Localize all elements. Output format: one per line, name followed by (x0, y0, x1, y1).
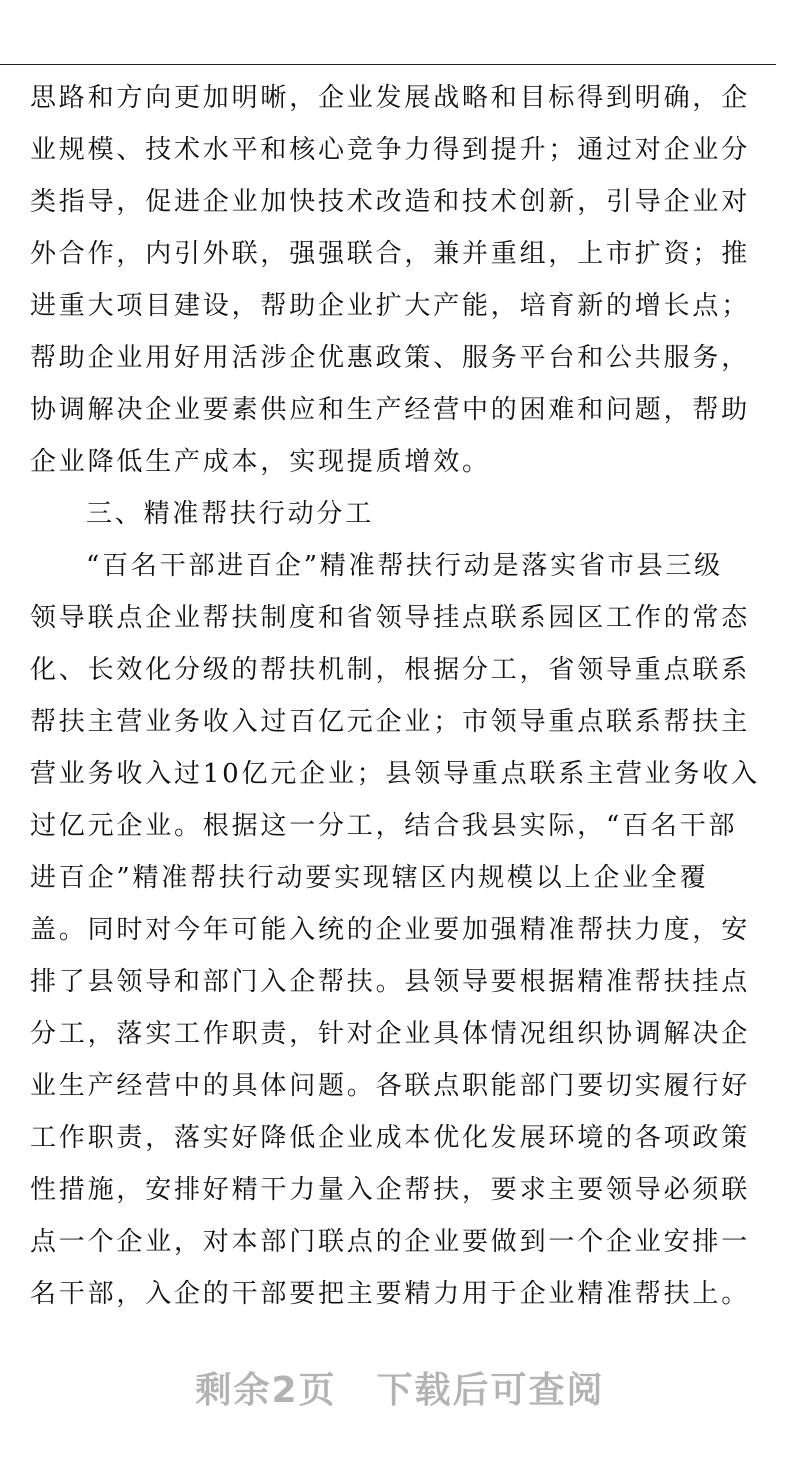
paragraph-line: 帮扶主营业务收入过百亿元企业；市领导重点联系帮扶主 (30, 707, 751, 737)
paragraph-line: 化、长效化分级的帮扶机制，根据分工，省领导重点联系 (30, 655, 751, 685)
paragraph-line: 协调解决企业要素供应和生产经营中的困难和问题，帮助 (30, 395, 751, 425)
paragraph-line: 营业务收入过10亿元企业；县领导重点联系主营业务收入 (30, 759, 760, 789)
paragraph-line: 盖。同时对今年可能入统的企业要加强精准帮扶力度，安 (30, 915, 751, 945)
paragraph-line: 性措施，安排好精干力量入企帮扶，要求主要领导必须联 (30, 1175, 751, 1205)
paragraph-line: 帮助企业用好用活涉企优惠政策、服务平台和公共服务， (30, 343, 751, 373)
paragraph-line: 思路和方向更加明晰，企业发展战略和目标得到明确，企 (30, 83, 751, 113)
remaining-pages-label: 剩余2页 (195, 1370, 337, 1411)
download-to-view-label: 下载后可查阅 (376, 1370, 605, 1411)
paragraph-line: 工作职责，落实好降低企业成本优化发展环境的各项政策 (30, 1123, 751, 1153)
paragraph-line: 业生产经营中的具体问题。各联点职能部门要切实履行好 (30, 1071, 751, 1101)
paragraph-line: 进重大项目建设，帮助企业扩大产能，培育新的增长点； (30, 291, 751, 321)
paragraph-line: 类指导，促进企业加快技术改造和技术创新，引导企业对 (30, 187, 751, 217)
paragraph-line: 业规模、技术水平和核心竞争力得到提升；通过对企业分 (30, 135, 751, 165)
paragraph-line: “百名干部进百企”精准帮扶行动是落实省市县三级 (86, 551, 723, 581)
paragraph-line: 分工，落实工作职责，针对企业具体情况组织协调解决企 (30, 1019, 751, 1049)
paragraph-line: 外合作，内引外联，强强联合，兼并重组，上市扩资；推 (30, 239, 751, 269)
paragraph-line: 点一个企业，对本部门联点的企业要做到一个企业安排一 (30, 1227, 751, 1257)
paragraph-line: 名干部，入企的干部要把主要精力用于企业精准帮扶上。 (30, 1279, 751, 1309)
download-notice[interactable] (0, 1362, 800, 1413)
paragraph-line: 企业降低生产成本，实现提质增效。 (30, 447, 491, 477)
paragraph-line: 排了县领导和部门入企帮扶。县领导要根据精准帮扶挂点 (30, 967, 751, 997)
paragraph-line: 过亿元企业。根据这一分工，结合我县实际，“百名干部 (30, 811, 738, 841)
section-heading: 三、精准帮扶行动分工 (86, 499, 375, 529)
header-divider (0, 64, 776, 65)
paragraph-line: 进百企”精准帮扶行动要实现辖区内规模以上企业全覆 (30, 863, 709, 893)
paragraph-line: 领导联点企业帮扶制度和省领导挂点联系园区工作的常态 (30, 603, 751, 633)
document-body (30, 72, 770, 1320)
